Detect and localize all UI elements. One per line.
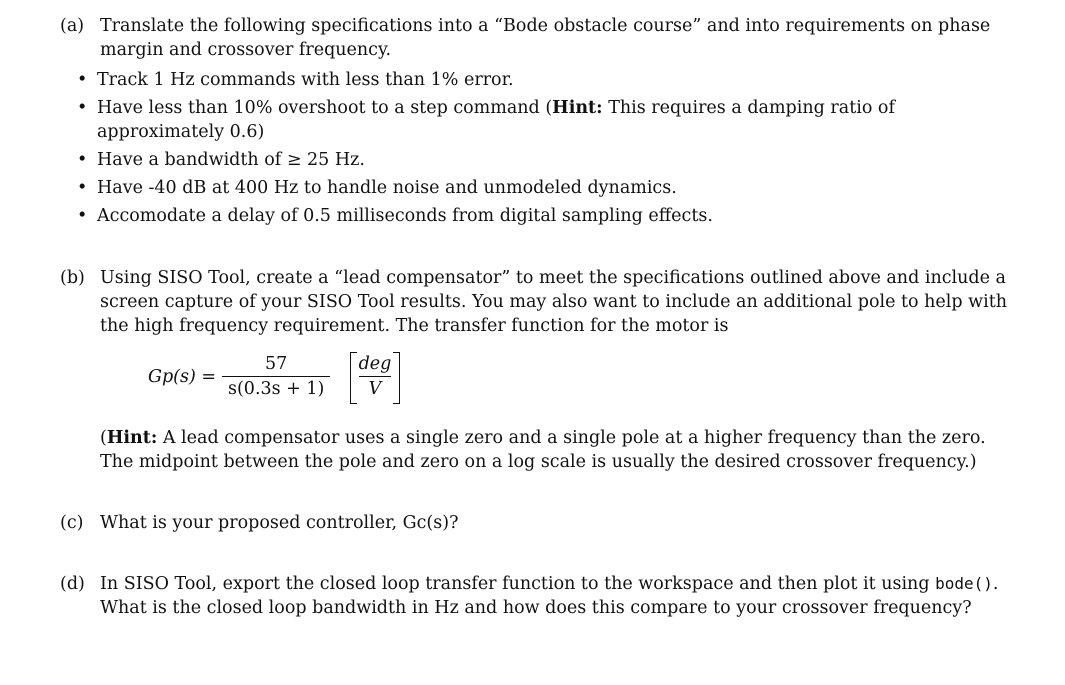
part-c-label: (c): [60, 513, 84, 533]
equation-lhs: Gp(s) =: [148, 367, 217, 387]
part-c: [60, 511, 1020, 535]
part-a-label: (a): [60, 16, 85, 36]
equation-numerator: 57: [265, 354, 288, 374]
hint-label: Hint:: [552, 98, 603, 118]
unit-bracket: [350, 352, 400, 404]
bullet-1: • Track 1 Hz commands with less than 1% error.: [77, 70, 514, 90]
part-d-text: In SISO Tool, export the closed loop transfer function to the workspace and then plot it using bode(). What is the closed loop bandwidth in Hz and how does this compare to your crossover frequency?: [100, 574, 999, 618]
equation-denominator: s(0.3s + 1): [222, 376, 330, 401]
part-c-text: What is your proposed controller, Gc(s)?: [100, 513, 459, 533]
part-d-label: (d): [60, 574, 85, 594]
bullet-5: • Accomodate a delay of 0.5 milliseconds from digital sampling effects.: [77, 206, 713, 226]
part-a: [60, 14, 1020, 232]
part-b-hint: (Hint: A lead compensator uses a single zero and a single pole at a higher frequency than the zero. The midpoint between the pole and zero on a log scale is usually the desired crossover frequency.): [100, 428, 986, 472]
part-b: [60, 266, 1020, 338]
equation-fraction: [222, 352, 330, 401]
bullet-4: • Have -40 dB at 400 Hz to handle noise and unmodeled dynamics.: [77, 178, 677, 198]
part-a-text: Translate the following specifications into a “Bode obstacle course” and into requirements on phase margin and crossover frequency.: [100, 16, 991, 60]
bullet-3: • Have a bandwidth of ≥ 25 Hz.: [77, 150, 365, 170]
bullet-2: • Have less than 10% overshoot to a step command (Hint: This requires a damping ratio of approximately 0.6): [77, 98, 895, 142]
unit-numerator: deg: [358, 354, 392, 374]
part-b-text: Using SISO Tool, create a “lead compensator” to meet the specifications outlined above and include a screen capture of your SISO Tool results. You may also want to include an additional pole to help with the high frequency requirement. The transfer function for the motor is: [100, 268, 1008, 336]
unit-denominator: V: [359, 376, 391, 401]
part-b-label: (b): [60, 268, 85, 288]
part-a-bullets: [60, 68, 1020, 228]
part-d: [60, 572, 1020, 620]
code-bode: bode(): [935, 574, 993, 593]
hint-label-b: Hint:: [106, 428, 158, 448]
